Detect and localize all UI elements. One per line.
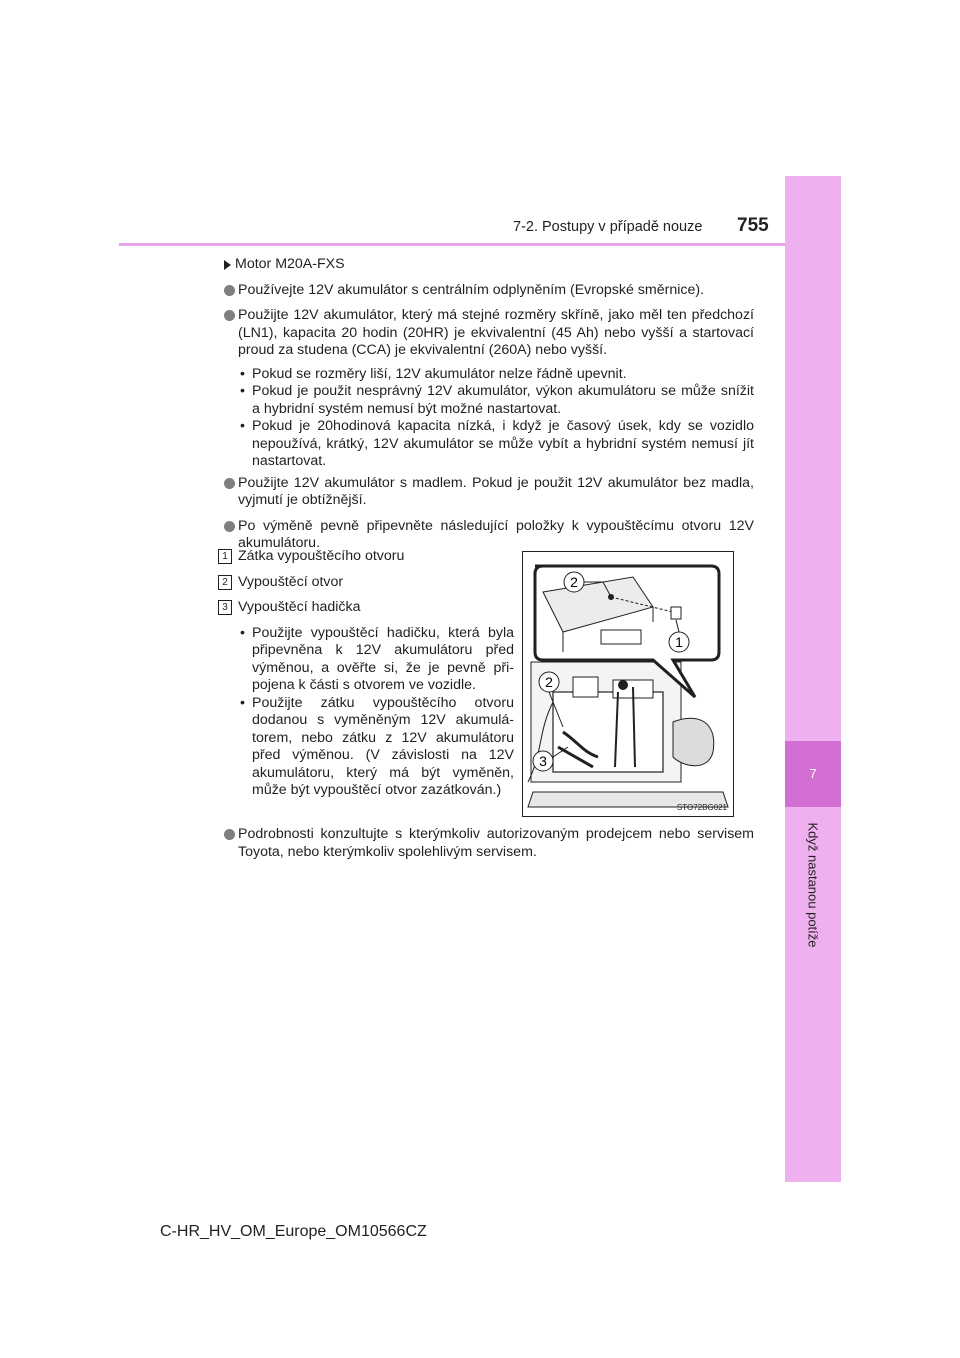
bullet-text: Podrobnosti konzultujte s kterýmkoliv autorizovaným prodejcem nebo servisem Toyota, nebo kterýmkoliv spolehlivým servisem. [238,826,754,860]
bullet-battery-size [218,307,754,360]
svg-text:2: 2 [570,574,578,590]
note-item: • Použijte vypouštěcí hadičku, která byla připevněna k 12V akumulátoru před výměnou, a ověřte si, že je pevně připojena k části s otvorem ve vozidle. [240,624,514,693]
svg-text:2: 2 [545,674,553,690]
note-text: Pokud se rozměry liší, 12V akumulátor nelze řádně upevnit. [252,365,627,382]
note-text: Použijte vypouštěcí hadičku, která byla připevněna k 12V akumulátoru před výměnou, a ověřte si, že je pevně připojena k části s otvorem ve vozidle. [252,624,514,693]
note-text: Pokud je použit nesprávný 12V akumulátor, výkon akumulátoru se může snížit a hybridní systém nemusí být možné nastartovat. [252,383,754,417]
triangle-icon [224,260,231,270]
note-item: • Pokud je 20hodinová kapacita nízká, i když je časový úsek, kdy se vozidlo nepoužívá, krátký, 12V akumulátor se může vybít a hybridní systém nemusí jít nastartovat. [240,418,754,469]
page-number: 755 [737,215,769,236]
bullet-dot-icon [224,478,235,489]
note-item: • Pokud je použit nesprávný 12V akumulátor, výkon akumulátoru se může snížit a hybridní systém nemusí být možné nastartovat. [240,383,754,417]
side-tab [785,176,841,1182]
legend-number: 3 [218,600,232,615]
legend-label: Vypouštěcí otvor [238,573,344,590]
svg-text:3: 3 [539,753,547,769]
header-section-title: 7-2. Postupy v případě nouze [513,219,703,235]
legend-number: 1 [218,549,232,564]
bullet-battery-type [218,282,754,300]
legend-item [218,599,514,617]
closing-content [218,826,754,869]
bullet-text: Použijte 12V akumulátor s madlem. Pokud je použit 12V akumulátor bez madla, vyjmutí je obtížnější. [238,474,754,508]
legend-item [218,574,514,592]
battery-drain-illustration [523,552,733,816]
legend-label: Vypouštěcí hadička [238,599,361,615]
figure-legend [218,548,514,800]
subheading [218,256,754,274]
bullet-consult [218,826,754,861]
chapter-number: 7 [809,766,817,781]
legend-label: Zátka vypouštěcího otvoru [238,548,405,564]
bullet-text: Používejte 12V akumulátor s centrálním odplyněním (Evropské směrnice). [238,281,705,298]
legend-number: 2 [218,575,232,590]
subheading-text: Motor M20A-FXS [235,256,345,272]
figure-code: STO72BG021 [676,803,727,812]
bullet-text: Použijte 12V akumulátor, který má stejné rozměry skříně, jako měl ten předchozí (LN1), kapacita 20 hodin (20HR) je ekvivalentní (45 Ah) nebo vyšší a startovací proud za studena (CCA) je ekvivalentní (260A) nebo vyšší. [238,307,754,358]
bullet-dot-icon [224,310,235,321]
bullet-dot-icon [224,829,235,840]
note-item: • Pokud se rozměry liší, 12V akumulátor nelze řádně upevnit. [240,365,627,382]
note-text: Použijte zátku vypouštěcího otvoru dodanou s vyměněným 12V akumulátorem, nebo zátku z 12V akumulátoru před výměnou. (V závislosti na 12V akumulátoru, který má být vyměněn, může být vypouštěcí otvor zazátkován.) [252,694,514,798]
main-content [218,256,754,561]
bullet-text: Po výměně pevně připevněte následující položky k vypouštěcímu otvoru 12V akumulátoru. [238,517,754,551]
note-item: • Použijte zátku vypouštěcího otvoru dodanou s vyměněným 12V akumulátorem, nebo zátku z 12V akumulátoru před výměnou. (V závislosti na 12V akumulátoru, který má být vyměněn, může být vypouštěcí otvor zazátkován.) [240,694,514,798]
bullet-handle [218,475,754,510]
footer-document-code: C-HR_HV_OM_Europe_OM10566CZ [160,1223,427,1240]
bullet-dot-icon [224,521,235,532]
svg-text:1: 1 [675,634,683,650]
header-rule [119,243,785,246]
note-text: Pokud je 20hodinová kapacita nízká, i když je časový úsek, kdy se vozidlo nepoužívá, krátký, 12V akumulátor se může vybít a hybridní systém nemusí jít nastartovat. [252,418,754,469]
legend-item [218,548,514,566]
chapter-title: Když nastanou potíže [805,822,821,948]
battery-drain-figure [522,551,734,817]
bullet-dot-icon [224,285,235,296]
